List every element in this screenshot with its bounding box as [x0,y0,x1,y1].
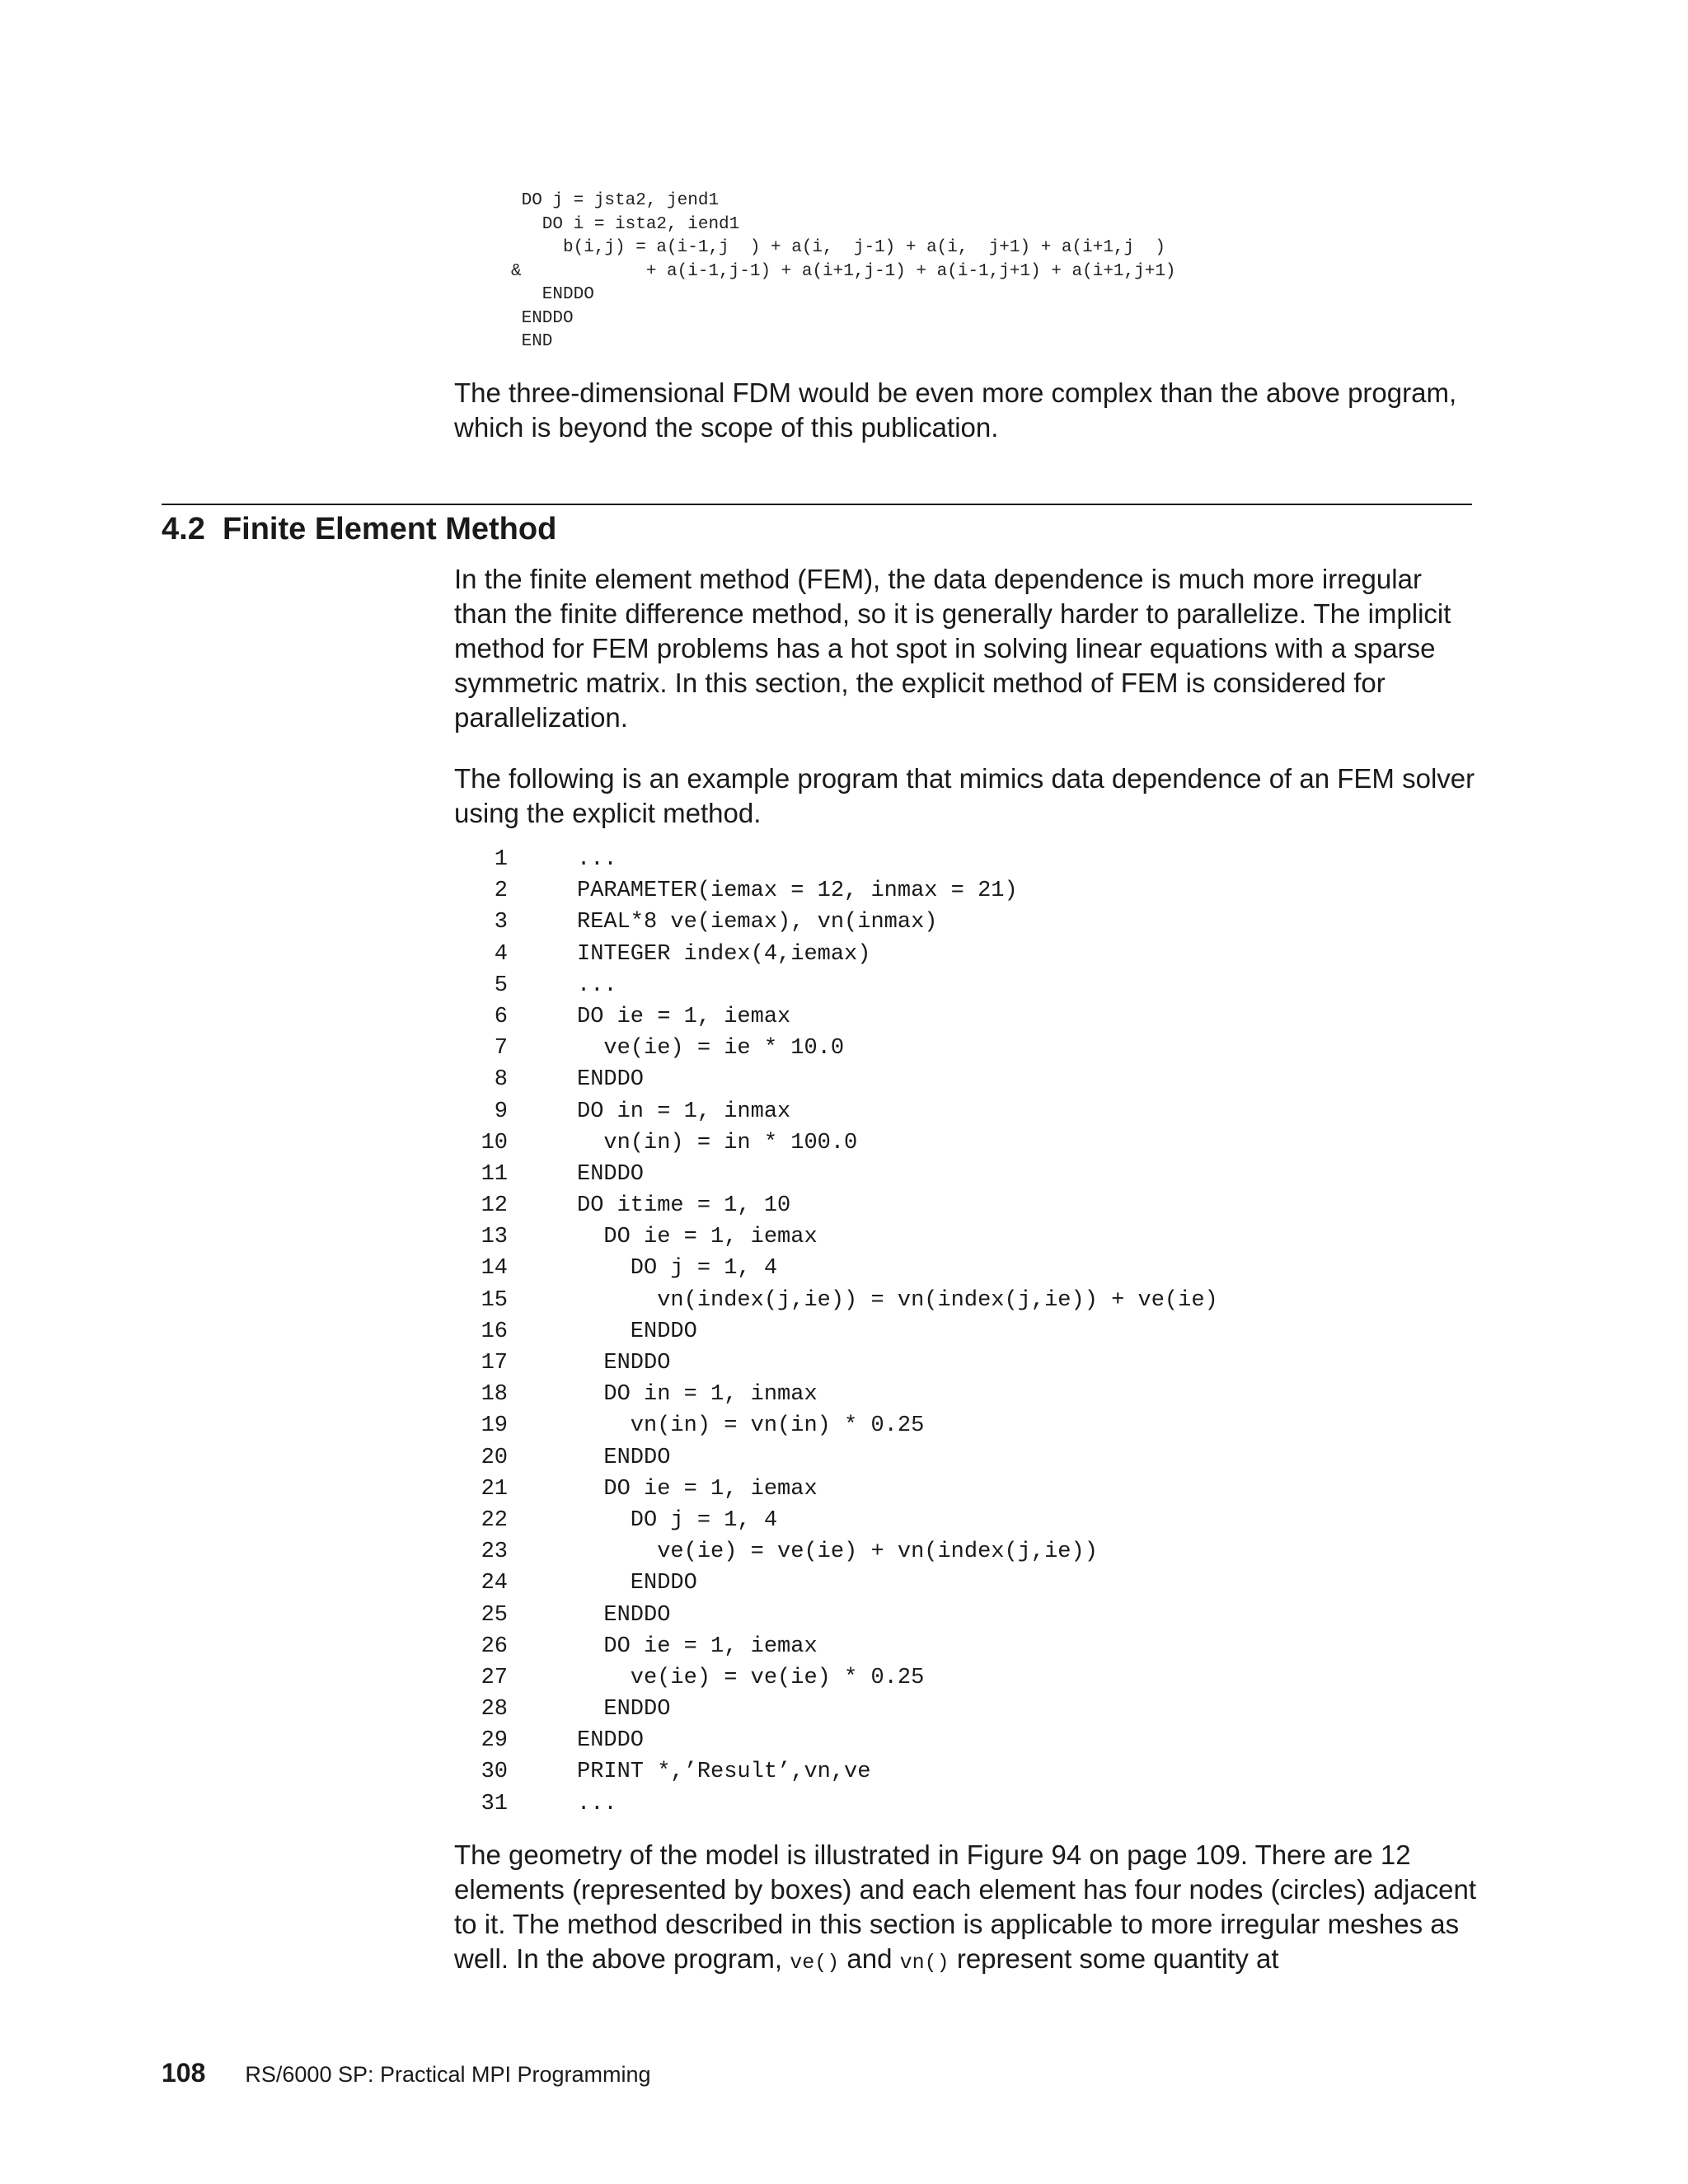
listing-line [462,1285,1218,1316]
line-code: ... [577,847,617,872]
listing-line [462,1096,1218,1127]
line-code: INTEGER index(4,iemax) [577,941,871,967]
line-code: vn(in) = vn(in) * 0.25 [577,1413,925,1439]
code-line: & + a(i-1,j-1) + a(i+1,j-1) + a(i-1,j+1) + a(i+1,j+1) [511,261,1176,281]
code-line: ENDDO [511,285,594,304]
line-number: 16 [481,1319,508,1344]
line-number: 23 [481,1540,508,1565]
line-number: 22 [481,1507,508,1533]
line-number: 25 [481,1602,508,1628]
line-number: 17 [481,1351,508,1376]
listing-line [462,1221,1218,1253]
line-number: 24 [481,1571,508,1596]
line-code: DO in = 1, inmax [577,1382,818,1408]
section-number: 4.2 [162,512,205,546]
listing-line [462,939,1218,970]
line-code: ENDDO [577,1445,671,1470]
line-number: 18 [481,1382,508,1408]
line-code: ... [577,972,617,998]
line-number: 10 [481,1130,508,1155]
line-number: 5 [494,972,508,998]
code-line: DO i = ista2, iend1 [511,214,740,234]
line-code: ENDDO [577,1319,697,1344]
code-line: ENDDO [511,308,574,328]
line-number: 15 [481,1287,508,1313]
listing-line [462,1600,1218,1631]
line-number: 13 [481,1225,508,1250]
listing-line [462,1788,1218,1820]
line-number: 1 [494,847,508,872]
listing-line [462,1662,1218,1694]
line-code: DO itime = 1, 10 [577,1193,791,1219]
code-line: END [511,332,553,351]
listing-line [462,1379,1218,1410]
line-number: 28 [481,1697,508,1722]
line-code: ENDDO [577,1697,671,1722]
listing-line [462,1536,1218,1568]
line-number: 6 [494,1004,508,1029]
listing-line [462,1159,1218,1190]
line-number: 7 [494,1036,508,1062]
line-code: DO in = 1, inmax [577,1099,791,1124]
listing-line [462,1410,1218,1441]
listing-line [462,1001,1218,1033]
code-line: b(i,j) = a(i-1,j ) + a(i, j-1) + a(i, j+1) + a(i+1,j ) [511,238,1165,257]
listing-line [462,1064,1218,1095]
line-number: 31 [481,1791,508,1816]
geometry-text-b: and [839,1943,900,1974]
line-code: ENDDO [577,1602,671,1628]
section-title: Finite Element Method [222,512,557,546]
line-code: DO ie = 1, iemax [577,1004,791,1029]
line-code: ENDDO [577,1571,697,1596]
line-code: ... [577,1791,617,1816]
line-number: 30 [481,1760,508,1785]
listing-line [462,1253,1218,1284]
line-code: DO ie = 1, iemax [577,1225,818,1250]
line-code: vn(index(j,ie)) = vn(index(j,ie)) + ve(ie) [577,1287,1218,1313]
code-listing-fem [462,844,1218,1820]
listing-line [462,1631,1218,1662]
line-number: 20 [481,1445,508,1470]
line-number: 2 [494,879,508,904]
line-number: 26 [481,1633,508,1659]
line-number: 14 [481,1256,508,1282]
section-heading [162,509,556,550]
listing-line [462,1033,1218,1064]
code-fragment-fdm [511,190,1176,354]
line-code: ENDDO [577,1728,645,1754]
listing-line [462,907,1218,938]
line-code: ve(ie) = ve(ie) * 0.25 [577,1665,925,1690]
inline-code-ve: ve() [790,1951,840,1975]
listing-line [462,875,1218,907]
line-number: 11 [481,1161,508,1187]
line-code: ENDDO [577,1161,645,1187]
page-number: 108 [162,2058,206,2088]
listing-line [462,1190,1218,1221]
line-code: ve(ie) = ie * 10.0 [577,1036,845,1062]
line-code: vn(in) = in * 100.0 [577,1130,858,1155]
listing-line [462,1127,1218,1159]
line-number: 3 [494,910,508,935]
listing-line [462,1316,1218,1347]
listing-line [462,1505,1218,1536]
line-number: 29 [481,1728,508,1754]
paragraph-fdm-scope: The three-dimensional FDM would be even more complex than the above program, which is beyond the scope of this publication. [454,377,1457,443]
line-code: PARAMETER(iemax = 12, inmax = 21) [577,879,1018,904]
listing-line [462,1725,1218,1756]
book-title: RS/6000 SP: Practical MPI Programming [245,2062,651,2087]
line-number: 21 [481,1476,508,1502]
listing-line [462,1756,1218,1788]
listing-line [462,844,1218,875]
line-code: ENDDO [577,1067,645,1093]
line-code: ENDDO [577,1351,671,1376]
page-footer [162,2058,651,2088]
line-code: PRINT *,’Result’,vn,ve [577,1760,871,1785]
paragraph-geometry [454,1838,1476,1980]
line-number: 19 [481,1413,508,1439]
listing-line [462,970,1218,1001]
line-code: DO ie = 1, iemax [577,1633,818,1659]
section-rule [162,504,1472,505]
listing-line [462,1347,1218,1379]
line-code: DO j = 1, 4 [577,1507,778,1533]
line-code: ve(ie) = ve(ie) + vn(index(j,ie)) [577,1540,1098,1565]
listing-line [462,1694,1218,1725]
line-number: 9 [494,1099,508,1124]
line-code: DO j = 1, 4 [577,1256,778,1282]
paragraph-example-intro: The following is an example program that mimics data dependence of an FEM solver using the explicit method. [454,763,1475,828]
listing-line [462,1474,1218,1505]
listing-line [462,1568,1218,1599]
paragraph-fem-intro: In the finite element method (FEM), the data dependence is much more irregular than the finite difference method, so it is generally harder to parallelize. The implicit method for FEM problems has a hot spot in solving linear equations with a sparse symmetric matrix. In this section, the explicit method of FEM is considered for parallelization. [454,564,1451,733]
line-number: 27 [481,1665,508,1690]
line-code: REAL*8 ve(iemax), vn(inmax) [577,910,938,935]
line-code: DO ie = 1, iemax [577,1476,818,1502]
line-number: 8 [494,1067,508,1093]
listing-line [462,1442,1218,1474]
inline-code-vn: vn() [899,1951,950,1975]
line-number: 12 [481,1193,508,1219]
code-line: DO j = jsta2, jend1 [511,191,720,210]
geometry-text-a: The geometry of the model is illustrated in Figure 94 on page 109. There are 12 elements (represented by boxes) and each element has four nodes (circles) adjacent to it. The method described in this section is applicable to more irregular meshes as well. In the above program, [454,1840,1477,1974]
line-number: 4 [494,941,508,967]
geometry-text-c: represent some quantity at [949,1943,1279,1974]
